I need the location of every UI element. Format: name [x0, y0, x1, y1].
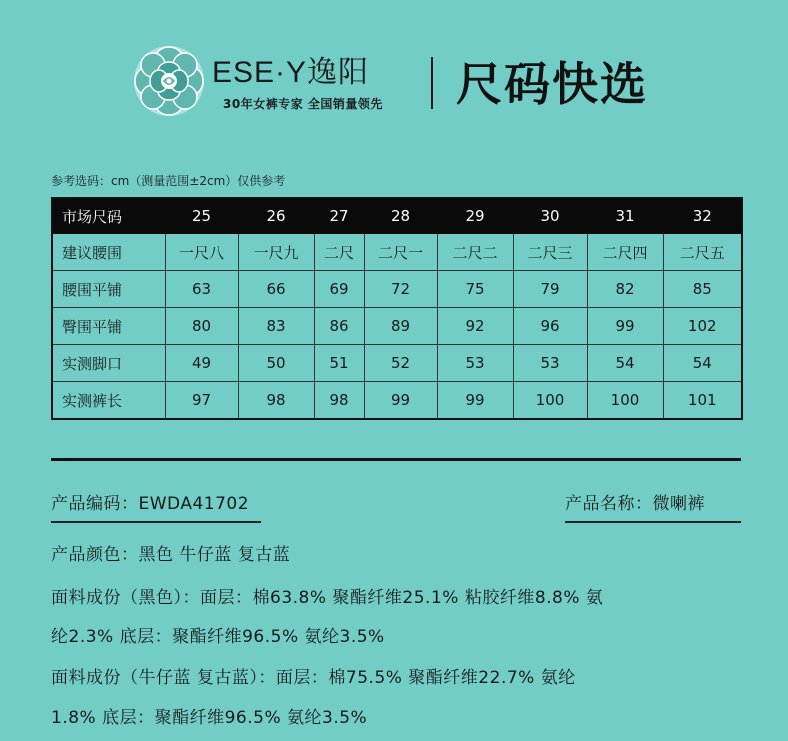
table-cell: 99 [364, 382, 437, 420]
table-cell: 二尺二 [437, 234, 513, 271]
size-header-cell: 27 [314, 198, 364, 234]
table-cell: 二尺三 [513, 234, 587, 271]
size-header-cell: 32 [663, 198, 742, 234]
table-cell: 96 [513, 308, 587, 345]
product-code: 产品编码：EWDA41702 [51, 494, 250, 514]
table-cell: 79 [513, 271, 587, 308]
row-label: 臀围平铺 [52, 308, 165, 345]
size-header-cell: 26 [238, 198, 314, 234]
table-cell: 80 [165, 308, 238, 345]
row-label: 腰围平铺 [52, 271, 165, 308]
brand-slogan: 30年女裤专家 全国销量领先 [223, 97, 383, 111]
header-divider [431, 57, 433, 109]
page-title: 尺码快选 [456, 57, 648, 111]
table-cell: 51 [314, 345, 364, 382]
product-code-underline [51, 521, 261, 523]
row-label: 实测裤长 [52, 382, 165, 420]
table-cell: 54 [587, 345, 663, 382]
size-header-row [52, 198, 742, 234]
table-cell: 101 [663, 382, 742, 420]
table-row [52, 345, 742, 382]
size-header-cell: 30 [513, 198, 587, 234]
row-label: 实测脚口 [52, 345, 165, 382]
table-cell: 72 [364, 271, 437, 308]
table-cell: 83 [238, 308, 314, 345]
table-cell: 66 [238, 271, 314, 308]
fabric-blue-line-1: 面料成份（牛仔蓝 复古蓝）：面层：棉75.5% 聚酯纤维22.7% 氨纶 [51, 668, 576, 688]
reference-note: 参考选码：cm（测量范围±2cm）仅供参考 [51, 174, 286, 188]
size-header-cell: 28 [364, 198, 437, 234]
table-cell: 69 [314, 271, 364, 308]
table-cell: 99 [437, 382, 513, 420]
row-label: 建议腰围 [52, 234, 165, 271]
table-cell: 二尺四 [587, 234, 663, 271]
table-cell: 100 [513, 382, 587, 420]
table-cell: 53 [513, 345, 587, 382]
product-colors: 产品颜色：黑色 牛仔蓝 复古蓝 [51, 545, 291, 565]
product-name: 产品名称：微喇裤 [565, 494, 705, 514]
table-cell: 75 [437, 271, 513, 308]
table-cell: 49 [165, 345, 238, 382]
table-row [52, 234, 742, 271]
size-header-cell: 25 [165, 198, 238, 234]
table-cell: 102 [663, 308, 742, 345]
table-cell: 98 [314, 382, 364, 420]
table-cell: 99 [587, 308, 663, 345]
fabric-blue-line-2: 1.8% 底层：聚酯纤维96.5% 氨纶3.5% [51, 708, 368, 728]
table-cell: 63 [165, 271, 238, 308]
table-cell: 97 [165, 382, 238, 420]
table-cell: 二尺五 [663, 234, 742, 271]
fabric-black-line-2: 纶2.3% 底层：聚酯纤维96.5% 氨纶3.5% [51, 627, 385, 647]
table-cell: 92 [437, 308, 513, 345]
brand-name: ESE·Y逸阳 [212, 56, 370, 89]
table-cell: 一尺九 [238, 234, 314, 271]
table-cell: 53 [437, 345, 513, 382]
table-row [52, 271, 742, 308]
table-cell: 82 [587, 271, 663, 308]
size-header-label: 市场尺码 [52, 198, 165, 234]
table-cell: 二尺 [314, 234, 364, 271]
table-cell: 一尺八 [165, 234, 238, 271]
size-chart-table [51, 197, 743, 420]
table-cell: 100 [587, 382, 663, 420]
table-cell: 98 [238, 382, 314, 420]
table-cell: 二尺一 [364, 234, 437, 271]
fabric-black-line-1: 面料成份（黑色）：面层：棉63.8% 聚酯纤维25.1% 粘胶纤维8.8% 氨 [51, 588, 604, 608]
table-row [52, 382, 742, 420]
camellia-flower-logo-icon [133, 45, 205, 117]
size-header-cell: 29 [437, 198, 513, 234]
table-cell: 89 [364, 308, 437, 345]
product-name-underline [565, 521, 741, 523]
section-divider [51, 458, 741, 461]
table-cell: 86 [314, 308, 364, 345]
table-row [52, 308, 742, 345]
table-cell: 54 [663, 345, 742, 382]
table-cell: 52 [364, 345, 437, 382]
table-cell: 85 [663, 271, 742, 308]
size-header-cell: 31 [587, 198, 663, 234]
table-cell: 50 [238, 345, 314, 382]
